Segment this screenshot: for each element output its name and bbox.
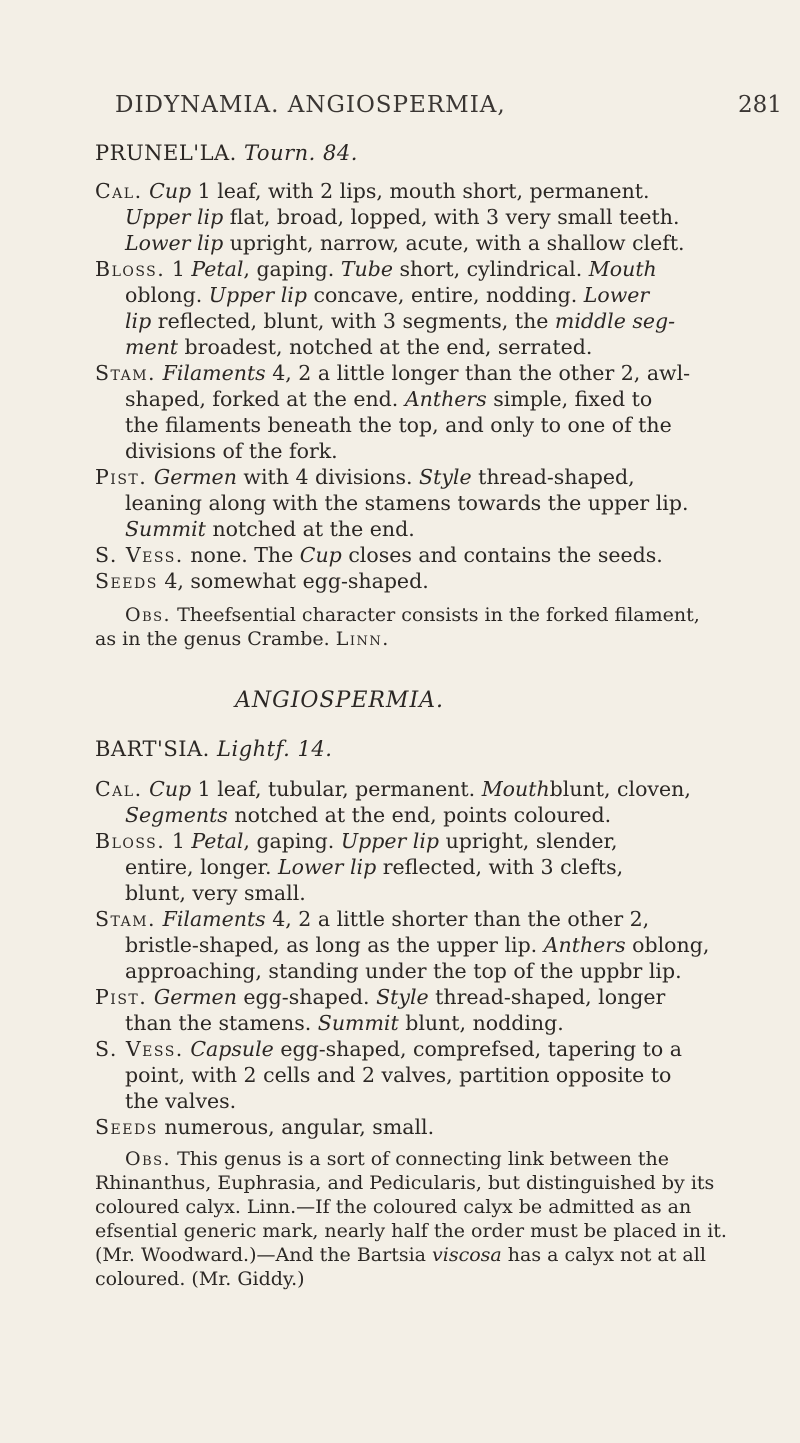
genus-author-ref: Tourn. 84. xyxy=(244,141,358,165)
pistil-line-1: Pist. Germen with 4 divisions. Style thread-shaped, xyxy=(95,465,635,489)
vessel2-line-2: point, with 2 cells and 2 valves, partition opposite to xyxy=(125,1063,672,1087)
running-title: DIDYNAMIA. ANGIOSPERMIA, xyxy=(115,92,506,118)
pistil2-line-2: than the stamens. Summit blunt, nodding. xyxy=(125,1011,564,1035)
corolla2-line-2: entire, longer. Lower lip reflected, with 3 clefts, xyxy=(125,855,624,879)
pistil2-line-1: Pist. Germen egg-shaped. Style thread-shaped, longer xyxy=(95,985,666,1009)
corolla-line-1: Bloss. 1 Petal, gaping. Tube short, cylindrical. Mouth xyxy=(95,257,657,281)
obs-line-2: as in the genus Crambe. Linn. xyxy=(95,628,390,650)
obs2-line-4: efsential generic mark, nearly half the order must be placed in it. xyxy=(95,1220,727,1242)
calyx-line-2: Upper lip flat, broad, lopped, with 3 very small teeth. xyxy=(125,205,680,229)
seeds2-line: Seeds numerous, angular, small. xyxy=(95,1115,435,1139)
corolla-line-4: ment broadest, notched at the end, serrated. xyxy=(125,335,593,359)
stamens-line-3: the filaments beneath the top, and only to one of the xyxy=(125,413,672,437)
stamens-line-4: divisions of the fork. xyxy=(125,439,338,463)
corolla-line-2: oblong. Upper lip concave, entire, nodding. Lower xyxy=(125,283,650,307)
section-title: ANGIOSPERMIA. xyxy=(235,688,445,713)
corolla2-line-3: blunt, very small. xyxy=(125,881,306,905)
calyx-line-3: Lower lip upright, narrow, acute, with a shallow cleft. xyxy=(125,231,685,255)
obs-line-1: Obs. Theefsential character consists in the forked filament, xyxy=(125,604,700,626)
genus-heading xyxy=(95,140,358,166)
obs2-line-6: coloured. (Mr. Giddy.) xyxy=(95,1268,305,1290)
vessel-line: S. Vess. none. The Cup closes and contains the seeds. xyxy=(95,543,663,567)
stamens2-line-3: approaching, standing under the top of the uppbr lip. xyxy=(125,959,682,983)
corolla-line-3: lip reflected, blunt, with 3 segments, the middle seg- xyxy=(125,309,676,333)
corolla2-line-1: Bloss. 1 Petal, gaping. Upper lip upright, slender, xyxy=(95,829,618,853)
calyx2-line-1: Cal. Cup 1 leaf, tubular, permanent. Mouthblunt, cloven, xyxy=(95,777,691,801)
seeds-line: Seeds 4, somewhat egg-shaped. xyxy=(95,569,429,593)
stamens-line-2: shaped, forked at the end. Anthers simple, fixed to xyxy=(125,387,653,411)
vessel2-line-1: S. Vess. Capsule egg-shaped, comprefsed, tapering to a xyxy=(95,1037,682,1061)
obs2-line-3: coloured calyx. Linn.—If the coloured calyx be admitted as an xyxy=(95,1196,692,1218)
pistil-line-2: leaning along with the stamens towards the upper lip. xyxy=(125,491,689,515)
calyx-line-1: Cal. Cup 1 leaf, with 2 lips, mouth short, permanent. xyxy=(95,179,650,203)
page-number: 281 xyxy=(738,92,782,118)
vessel2-line-3: the valves. xyxy=(125,1089,237,1113)
pistil-line-3: Summit notched at the end. xyxy=(125,517,415,541)
calyx2-line-2: Segments notched at the end, points coloured. xyxy=(125,803,612,827)
genus-author-ref-2: Lightf. 14. xyxy=(217,737,333,761)
genus-heading-2 xyxy=(95,736,332,762)
obs2-line-5: (Mr. Woodward.)—And the Bartsia viscosa has a calyx not at all xyxy=(95,1244,706,1266)
stamens2-line-1: Stam. Filaments 4, 2 a little shorter than the other 2, xyxy=(95,907,650,931)
stamens2-line-2: bristle-shaped, as long as the upper lip. Anthers oblong, xyxy=(125,933,710,957)
stamens-line-1: Stam. Filaments 4, 2 a little longer than the other 2, awl- xyxy=(95,361,691,385)
genus-name: PRUNEL'LA. xyxy=(95,141,237,165)
genus-name-2: BART'SIA. xyxy=(95,737,210,761)
obs2-line-1: Obs. This genus is a sort of connecting link between the xyxy=(125,1148,669,1170)
obs2-line-2: Rhinanthus, Euphrasia, and Pedicularis, but distinguished by its xyxy=(95,1172,715,1194)
